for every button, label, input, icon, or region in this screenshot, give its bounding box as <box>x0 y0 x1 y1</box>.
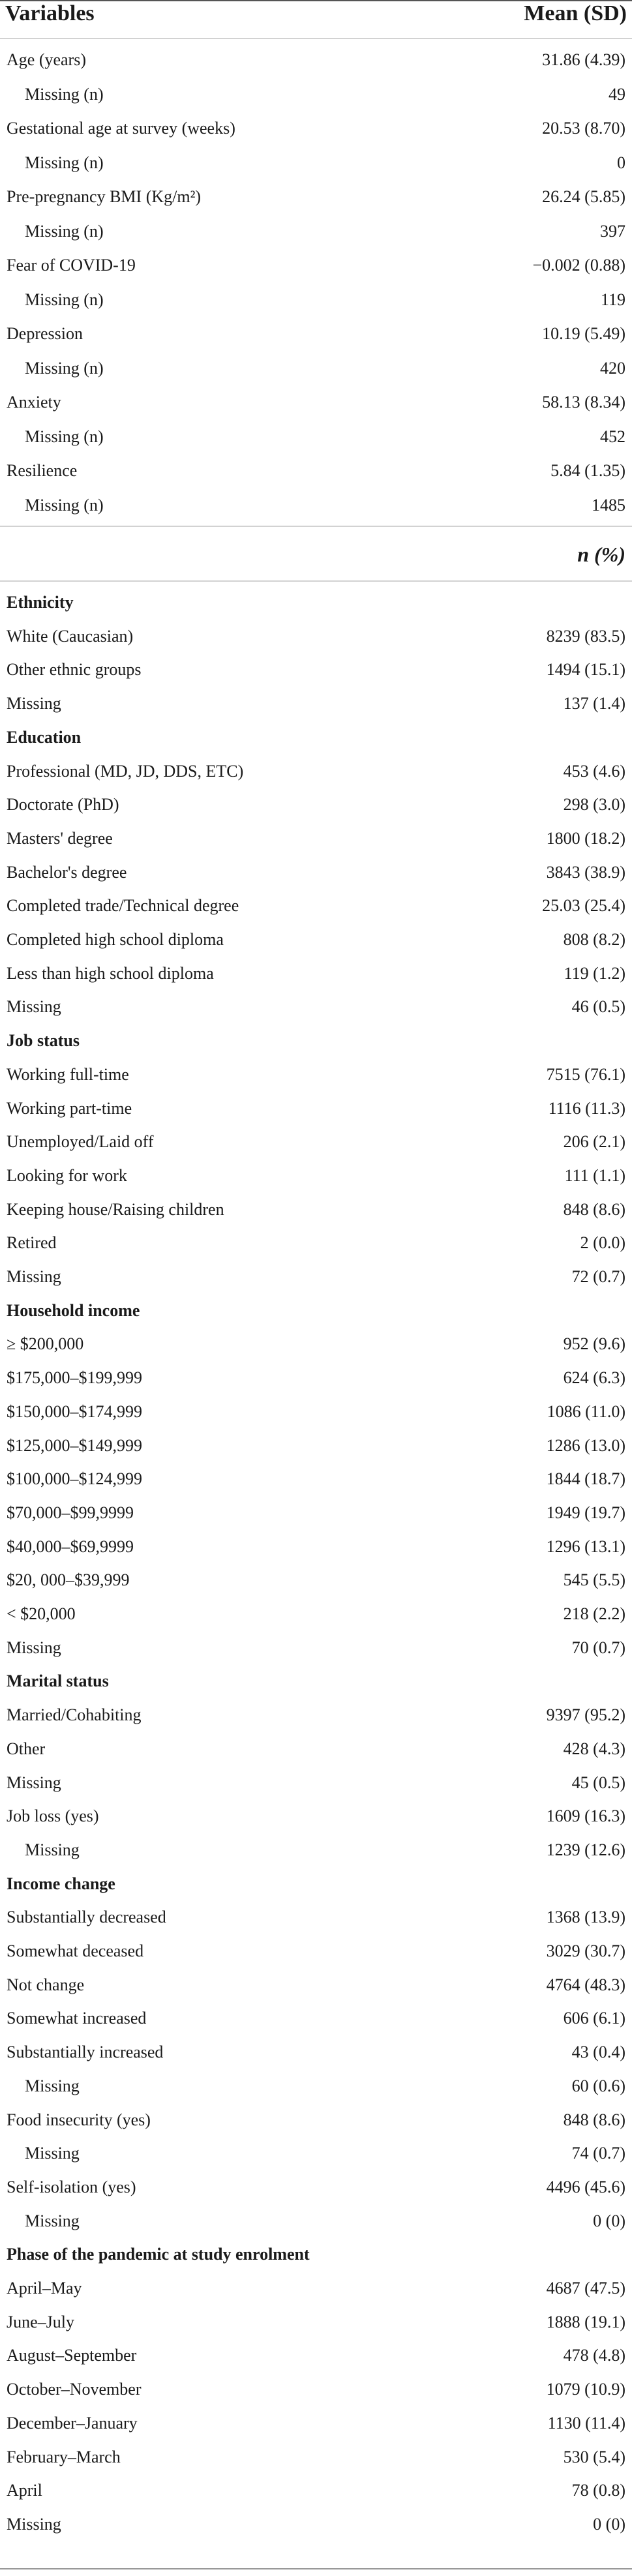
row-label: Missing <box>7 694 61 713</box>
row-label: June–July <box>7 2312 74 2331</box>
row-label: Bachelor's degree <box>7 862 127 882</box>
row-value: 4496 (45.6) <box>546 2177 625 2196</box>
row-value: 848 (8.6) <box>563 2110 625 2129</box>
row-value: 3029 (30.7) <box>546 1941 625 1960</box>
table-row <box>0 788 632 822</box>
row-label: April <box>7 2481 42 2500</box>
row-value: 420 <box>600 358 625 378</box>
table-row <box>0 2474 632 2508</box>
table-row <box>0 1058 632 1092</box>
row-label: Missing <box>25 2076 80 2095</box>
row-label: Missing <box>7 2514 61 2534</box>
row-value: 2 (0.0) <box>580 1233 625 1253</box>
section-heading-row <box>0 1024 632 1058</box>
row-label: Missing <box>25 2211 80 2230</box>
row-label: Anxiety <box>7 393 61 412</box>
table-row <box>0 1934 632 1968</box>
section-heading-row <box>0 2238 632 2271</box>
row-label: White (Caucasian) <box>7 626 134 646</box>
row-label: Other <box>7 1739 46 1758</box>
row-label: Missing (n) <box>25 221 104 241</box>
row-value: 10.19 (5.49) <box>542 324 625 343</box>
row-label: ≥ $200,000 <box>7 1334 84 1354</box>
table-row <box>0 990 632 1024</box>
section-heading: Household income <box>7 1300 140 1320</box>
row-value: 1239 (12.6) <box>546 1840 625 1859</box>
row-value: 137 (1.4) <box>563 694 625 713</box>
row-value: 1609 (16.3) <box>546 1806 625 1826</box>
table-row <box>0 755 632 788</box>
table-header <box>0 0 632 38</box>
table-row <box>0 923 632 957</box>
n-percent-header: n (%) <box>577 543 625 566</box>
row-label: Less than high school diploma <box>7 963 214 983</box>
table-row <box>0 283 632 317</box>
table-row <box>0 957 632 991</box>
section-heading: Ethnicity <box>7 593 74 612</box>
table-row <box>0 822 632 856</box>
row-label: Completed trade/Technical degree <box>7 896 239 916</box>
section-heading: Income change <box>7 1874 115 1893</box>
row-label: Substantially decreased <box>7 1908 166 1927</box>
table-row <box>0 2001 632 2035</box>
row-label: Not change <box>7 1975 85 1994</box>
row-value: 218 (2.2) <box>563 1604 625 1623</box>
table-row <box>0 1226 632 1260</box>
row-label: $70,000–$99,9999 <box>7 1503 134 1522</box>
row-value: 1086 (11.0) <box>547 1401 625 1421</box>
table-row <box>0 2170 632 2204</box>
row-label: Substantially increased <box>7 2043 164 2062</box>
section-heading-row <box>0 721 632 755</box>
row-value: 1286 (13.0) <box>546 1435 625 1455</box>
row-value: 20.53 (8.70) <box>542 119 625 138</box>
table-row <box>0 78 632 112</box>
table-row <box>0 687 632 721</box>
row-value: 3843 (38.9) <box>546 862 625 882</box>
row-value: 111 (1.1) <box>564 1165 625 1185</box>
row-value: 452 <box>600 427 625 446</box>
section-rule-top <box>0 526 632 527</box>
table-row <box>0 2136 632 2170</box>
row-value: 952 (9.6) <box>563 1334 625 1354</box>
row-label: Missing (n) <box>25 495 104 515</box>
row-label: Missing <box>7 1267 61 1286</box>
row-value: 119 (1.2) <box>564 963 625 983</box>
table-row <box>0 1563 632 1597</box>
row-value: 624 (6.3) <box>563 1368 625 1388</box>
row-label: Unemployed/Laid off <box>7 1132 154 1152</box>
table-row <box>0 1530 632 1564</box>
row-value: 49 <box>609 84 625 104</box>
row-value: 298 (3.0) <box>563 795 625 815</box>
row-label: Missing (n) <box>25 427 104 446</box>
row-value: 9397 (95.2) <box>546 1705 625 1725</box>
row-label: February–March <box>7 2447 121 2466</box>
row-value: 70 (0.7) <box>571 1638 625 1657</box>
table-row <box>0 2069 632 2103</box>
row-value: 1368 (13.9) <box>546 1908 625 1927</box>
table-row <box>0 1260 632 1294</box>
table-row <box>0 1799 632 1833</box>
table-row <box>0 856 632 890</box>
row-label: Professional (MD, JD, DDS, ETC) <box>7 761 244 781</box>
table-row <box>0 1597 632 1631</box>
table-row <box>0 180 632 214</box>
row-value: 530 (5.4) <box>563 2447 625 2466</box>
mean-sd-header: Mean (SD) <box>524 1 627 25</box>
table-row <box>0 454 632 488</box>
row-value: 60 (0.6) <box>571 2076 625 2095</box>
table-row <box>0 1193 632 1227</box>
row-value: 808 (8.2) <box>563 930 625 949</box>
table-row <box>0 420 632 454</box>
row-label: Missing <box>25 2144 80 2163</box>
row-label: Working part-time <box>7 1098 132 1118</box>
row-value: 1485 <box>592 495 625 515</box>
table-row <box>0 653 632 687</box>
row-label: Completed high school diploma <box>7 930 224 949</box>
table-row <box>0 1125 632 1159</box>
table-row <box>0 1833 632 1867</box>
table-row <box>0 43 632 77</box>
table-row <box>0 1900 632 1934</box>
row-value: 43 (0.4) <box>571 2043 625 2062</box>
table-row <box>0 317 632 351</box>
table-row <box>0 146 632 180</box>
row-label: August–September <box>7 2346 137 2365</box>
row-value: 0 (0) <box>593 2514 625 2534</box>
row-value: 58.13 (8.34) <box>542 393 625 412</box>
row-label: $100,000–$124,999 <box>7 1469 142 1489</box>
table-row <box>0 2406 632 2440</box>
row-label: Missing <box>7 997 61 1017</box>
row-value: 4764 (48.3) <box>546 1975 625 1994</box>
table-row <box>0 2339 632 2373</box>
row-value: 46 (0.5) <box>571 997 625 1017</box>
table-row <box>0 248 632 282</box>
row-value: 1296 (13.1) <box>546 1536 625 1556</box>
row-value: 1079 (10.9) <box>546 2380 625 2399</box>
row-label: $150,000–$174,999 <box>7 1401 142 1421</box>
row-value: 1494 (15.1) <box>546 660 625 680</box>
row-value: 74 (0.7) <box>571 2144 625 2163</box>
row-value: 31.86 (4.39) <box>542 50 625 69</box>
row-label: Resilience <box>7 461 78 480</box>
row-label: Working full-time <box>7 1064 129 1084</box>
table-row <box>0 488 632 522</box>
table-row <box>0 2035 632 2069</box>
section-heading: Education <box>7 727 82 747</box>
row-value: 5.84 (1.35) <box>550 461 625 480</box>
row-label: Missing (n) <box>25 290 104 309</box>
section-heading-row <box>0 1664 632 1698</box>
table-row <box>0 1159 632 1193</box>
table-row <box>0 112 632 145</box>
row-label: Pre-pregnancy BMI (Kg/m²) <box>7 187 202 206</box>
section-heading-row <box>0 1294 632 1328</box>
row-label: Self-isolation (yes) <box>7 2177 136 2196</box>
table-row <box>0 1698 632 1732</box>
row-label: Food insecurity (yes) <box>7 2110 151 2129</box>
row-value: 72 (0.7) <box>571 1267 625 1286</box>
row-value: 4687 (47.5) <box>546 2279 625 2298</box>
table-row <box>0 2103 632 2137</box>
row-label: < $20,000 <box>7 1604 76 1623</box>
row-label: Masters' degree <box>7 828 113 848</box>
row-label: Age (years) <box>7 50 86 69</box>
row-label: Retired <box>7 1233 57 1253</box>
row-value: 45 (0.5) <box>571 1773 625 1792</box>
row-value: 606 (6.1) <box>563 2009 625 2028</box>
row-label: $20, 000–$39,999 <box>7 1570 130 1590</box>
table-row <box>0 2440 632 2474</box>
row-value: 453 (4.6) <box>563 761 625 781</box>
table-row <box>0 1496 632 1530</box>
variables-header: Variables <box>5 1 95 25</box>
row-label: Missing <box>25 1840 80 1859</box>
row-value: 1800 (18.2) <box>546 828 625 848</box>
table-row <box>0 2305 632 2339</box>
row-label: Somewhat deceased <box>7 1941 144 1960</box>
row-label: December–January <box>7 2413 138 2433</box>
row-value: 0 (0) <box>593 2211 625 2230</box>
section-heading-row <box>0 586 632 620</box>
table-row <box>0 1462 632 1496</box>
table-row <box>0 1327 632 1361</box>
row-value: 0 <box>617 153 625 172</box>
row-value: 206 (2.1) <box>563 1132 625 1152</box>
row-label: Missing <box>7 1773 61 1792</box>
table-row <box>0 2204 632 2238</box>
row-label: Job loss (yes) <box>7 1806 99 1826</box>
row-label: $175,000–$199,999 <box>7 1368 142 1388</box>
row-label: April–May <box>7 2279 82 2298</box>
table-row <box>0 620 632 653</box>
table-bottom-rule <box>0 2568 632 2569</box>
row-value: 1130 (11.4) <box>547 2413 625 2433</box>
table-row <box>0 215 632 248</box>
row-label: Doctorate (PhD) <box>7 795 119 815</box>
row-value: −0.002 (0.88) <box>532 256 625 275</box>
row-label: Missing (n) <box>25 84 104 104</box>
row-value: 1844 (18.7) <box>546 1469 625 1489</box>
row-value: 1116 (11.3) <box>548 1098 625 1118</box>
row-label: Missing <box>7 1638 61 1657</box>
table-row <box>0 1092 632 1126</box>
row-label: Somewhat increased <box>7 2009 147 2028</box>
row-value: 848 (8.6) <box>563 1199 625 1219</box>
row-label: Gestational age at survey (weeks) <box>7 119 235 138</box>
row-value: 25.03 (25.4) <box>542 896 625 916</box>
table-row <box>0 385 632 419</box>
table-row <box>0 1732 632 1766</box>
row-value: 7515 (76.1) <box>546 1064 625 1084</box>
table-row <box>0 2508 632 2541</box>
row-value: 78 (0.8) <box>571 2481 625 2500</box>
row-value: 119 <box>600 290 625 309</box>
table-row <box>0 1968 632 2002</box>
row-value: 1888 (19.1) <box>546 2312 625 2331</box>
row-value: 545 (5.5) <box>563 1570 625 1590</box>
table-row <box>0 1361 632 1395</box>
row-label: Fear of COVID-19 <box>7 256 136 275</box>
row-value: 1949 (19.7) <box>546 1503 625 1522</box>
table-row <box>0 1395 632 1429</box>
section-heading: Phase of the pandemic at study enrolment <box>7 2245 310 2264</box>
row-label: $125,000–$149,999 <box>7 1435 142 1455</box>
table-row <box>0 1429 632 1463</box>
row-value: 8239 (83.5) <box>546 626 625 646</box>
section-heading: Job status <box>7 1031 80 1051</box>
table-row <box>0 2373 632 2406</box>
section-heading-row <box>0 1867 632 1901</box>
row-value: 397 <box>600 221 625 241</box>
row-value: 478 (4.8) <box>563 2346 625 2365</box>
table-row <box>0 889 632 923</box>
table-row <box>0 1631 632 1665</box>
section-rule-bottom <box>0 580 632 582</box>
row-label: Other ethnic groups <box>7 660 142 680</box>
table-row <box>0 2271 632 2305</box>
row-label: $40,000–$69,9999 <box>7 1536 134 1556</box>
row-label: Keeping house/Raising children <box>7 1199 224 1219</box>
row-value: 428 (4.3) <box>563 1739 625 1758</box>
row-label: Depression <box>7 324 83 343</box>
row-label: Married/Cohabiting <box>7 1705 142 1725</box>
table-row <box>0 352 632 385</box>
header-rule <box>0 38 632 39</box>
table-row <box>0 1766 632 1800</box>
row-value: 26.24 (5.85) <box>542 187 625 206</box>
row-label: Missing (n) <box>25 153 104 172</box>
row-label: Missing (n) <box>25 358 104 378</box>
row-label: Looking for work <box>7 1165 127 1185</box>
row-label: October–November <box>7 2380 142 2399</box>
section-heading: Marital status <box>7 1671 109 1691</box>
